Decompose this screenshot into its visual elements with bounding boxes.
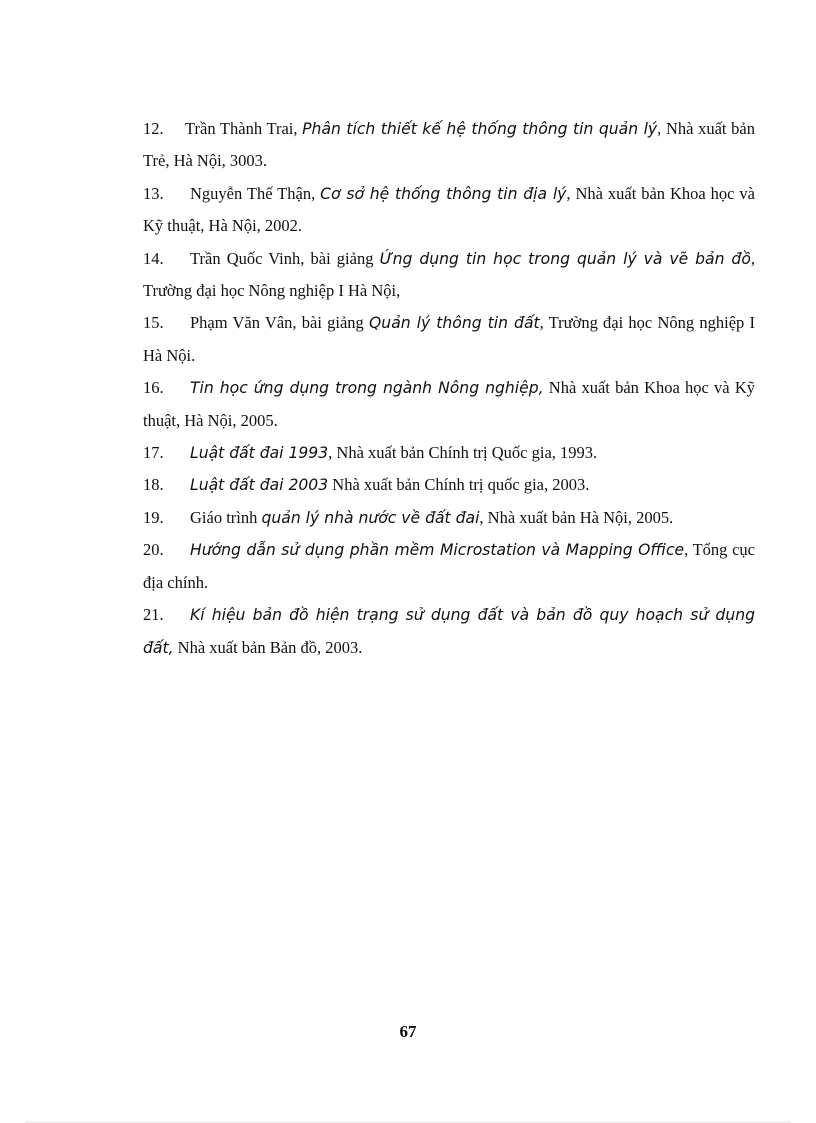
reference-number: 21. (143, 605, 164, 625)
reference-title: quản lý nhà nước về đất đai (261, 508, 480, 527)
reference-publisher: , Nhà xuất bản Trẻ, Hà Nội, 3003. (143, 119, 755, 171)
reference-number: 15. (143, 313, 164, 333)
reference-number: 13. (143, 183, 164, 203)
reference-number: 18. (143, 475, 164, 495)
reference-title: Hướng dẫn sử dụng phần mềm Microstation và Mapping Office (190, 541, 685, 560)
reference-author: Trần Quốc Vinh, bài giảng (190, 248, 380, 268)
reference-item-19 (143, 502, 755, 534)
reference-title: Phân tích thiết kế hệ thống thông tin quản lý (302, 120, 658, 138)
reference-title: Kí hiệu bản đồ hiện trạng sử dụng đất và bản đồ quy hoạch sử dụng đất, (143, 606, 755, 657)
reference-publisher: , Nhà xuất bản Hà Nội, 2005. (479, 507, 674, 527)
reference-author: Phạm Văn Vân, bài giảng (190, 313, 370, 333)
reference-author: Giáo trình (190, 507, 262, 527)
reference-publisher: Nhà xuất bản Bản đồ, 2003. (173, 637, 363, 657)
reference-item-18 (143, 469, 755, 501)
reference-author: Trần Thành Trai, (185, 119, 303, 138)
reference-item-12 (143, 113, 755, 178)
page-number: 67 (399, 1022, 417, 1041)
reference-item-21 (143, 599, 755, 664)
reference-publisher: , Nhà xuất bản Khoa học và Kỹ thuật, Hà Nội, 2002. (143, 183, 756, 236)
reference-publisher: , Trường đại học Nông nghiệp I Hà Nội, (143, 248, 755, 301)
reference-item-17 (143, 437, 755, 469)
reference-title: Quản lý thông tin đất (369, 314, 540, 333)
reference-list (143, 113, 755, 664)
reference-publisher: Nhà xuất bản Chính trị quốc gia, 2003. (328, 475, 590, 495)
reference-number: 16. (143, 378, 164, 398)
reference-item-16 (143, 372, 755, 437)
reference-title: Ứng dụng tin học trong quản lý và vẽ bản đồ (379, 249, 751, 268)
reference-publisher: Nhà xuất bản Khoa học và Kỹ thuật, Hà Nội, 2005. (143, 378, 755, 430)
reference-item-15 (143, 307, 755, 372)
reference-item-14 (143, 243, 755, 308)
reference-item-20 (143, 534, 755, 599)
reference-title: Cơ sở hệ thống thông tin địa lý (320, 184, 567, 203)
reference-author: Nguyễn Thế Thận, (190, 183, 321, 203)
reference-publisher: , Tổng cục địa chính. (143, 540, 755, 592)
reference-number: 19. (143, 507, 164, 527)
reference-number: 14. (143, 248, 164, 268)
reference-number: 20. (143, 540, 164, 560)
reference-number: 17. (143, 443, 164, 463)
reference-title: Luật đất đai 1993 (190, 444, 329, 463)
reference-number: 12. (143, 119, 164, 138)
reference-title: Luật đất đai 2003 (190, 476, 329, 495)
reference-item-13 (143, 178, 755, 243)
reference-publisher: , Nhà xuất bản Chính trị Quốc gia, 1993. (328, 443, 598, 463)
reference-title: Tin học ứng dụng trong ngành Nông nghiệp, (190, 379, 544, 398)
reference-publisher: , Trường đại học Nông nghiệp I Hà Nội. (143, 313, 755, 365)
